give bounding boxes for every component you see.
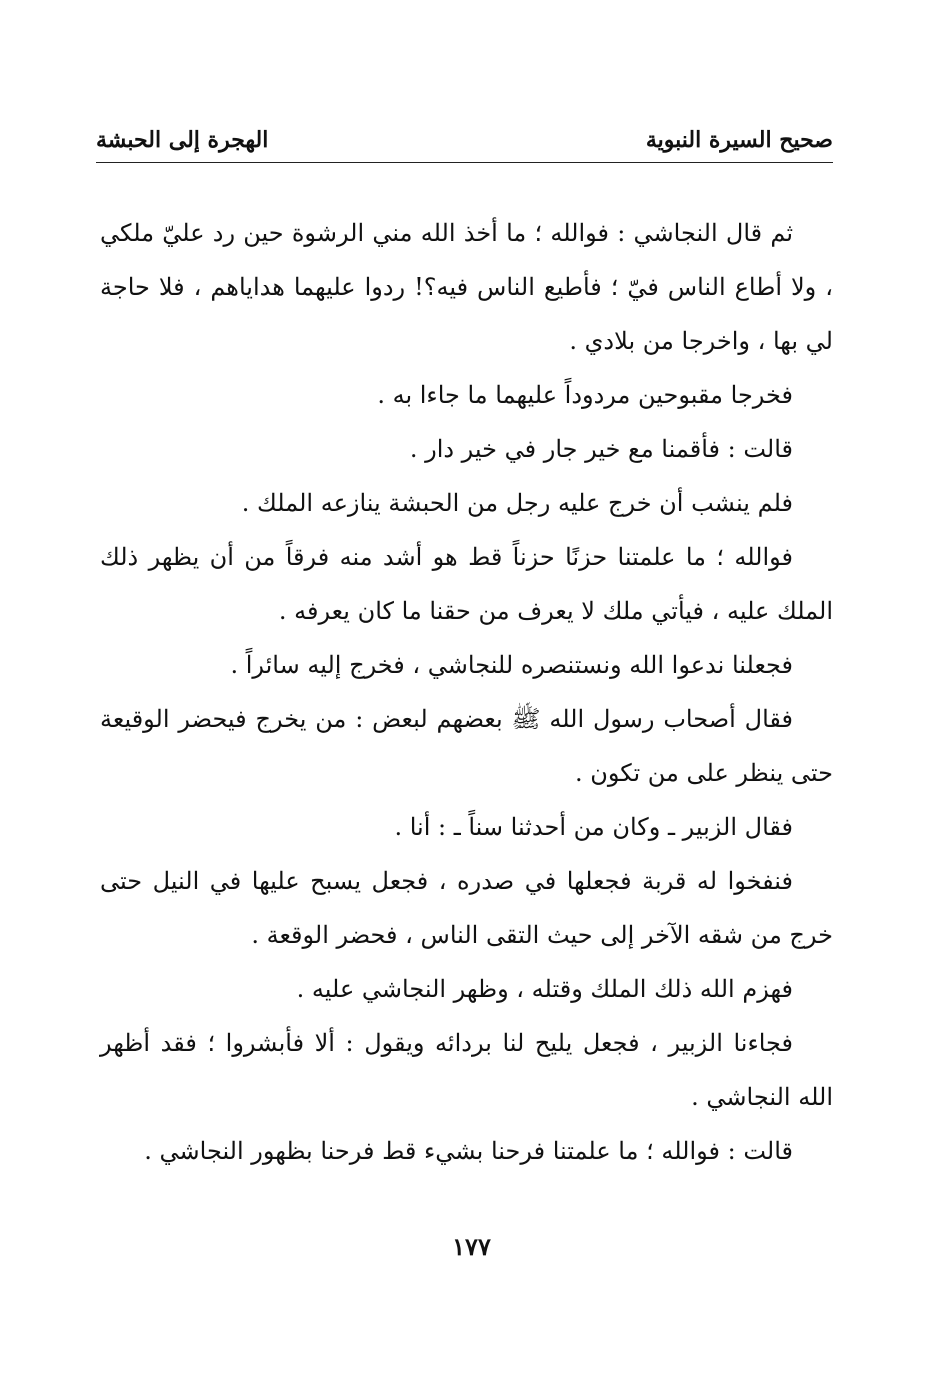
paragraph: فلم ينشب أن خرج عليه رجل من الحبشة ينازعه الملك . (241, 489, 793, 517)
paragraph: قالت : فأقمنا مع خير جار في خير دار . (409, 435, 793, 463)
page-body (100, 206, 833, 1178)
page-number: ١٧٧ (452, 1232, 491, 1261)
chapter-title: الهجرة إلى الحبشة (96, 127, 269, 153)
paragraph: فقال أصحاب رسول الله ﷺ بعضهم لبعض : من يخرج فيحضر الوقيعة حتى ينظر على من تكون . (100, 705, 833, 787)
header-divider (96, 162, 833, 163)
paragraph: فخرجا مقبوحين مردوداً عليهما ما جاءا به . (377, 381, 793, 409)
book-title: صحيح السيرة النبوية (645, 127, 833, 153)
paragraph: قالت : فوالله ؛ ما علمتنا فرحنا بشيء قط فرحنا بظهور النجاشي . (144, 1137, 793, 1165)
running-header (96, 122, 833, 158)
paragraph: فجعلنا ندعوا الله ونستنصره للنجاشي ، فخرج إليه سائراً . (230, 651, 793, 679)
paragraph: ثم قال النجاشي : فوالله ؛ ما أخذ الله مني الرشوة حين رد عليّ ملكي ، ولا أطاع الناس فيّ ؛ فأطيع الناس فيه؟! ردوا عليهما هداياهم ، فلا حاجة لي بها ، واخرجا من بلادي . (100, 219, 834, 355)
paragraph: فهزم الله ذلك الملك وقتله ، وظهر النجاشي عليه . (296, 975, 793, 1003)
paragraph: فوالله ؛ ما علمتنا حزنًا حزناً قط هو أشد منه فرقاً من أن يظهر ذلك الملك عليه ، فيأتي ملك لا يعرف من حقنا ما كان يعرفه . (100, 543, 833, 625)
paragraph: فنفخوا له قربة فجعلها في صدره ، فجعل يسبح عليها في النيل حتى خرج من شقه الآخر إلى حيث التقى الناس ، فحضر الوقعة . (100, 867, 833, 949)
paragraph: فقال الزبير ـ وكان من أحدثنا سناً ـ : أنا . (394, 813, 793, 841)
paragraph: فجاءنا الزبير ، فجعل يليح لنا بردائه ويقول : ألا فأبشروا ؛ فقد أظهر الله النجاشي . (100, 1029, 833, 1111)
